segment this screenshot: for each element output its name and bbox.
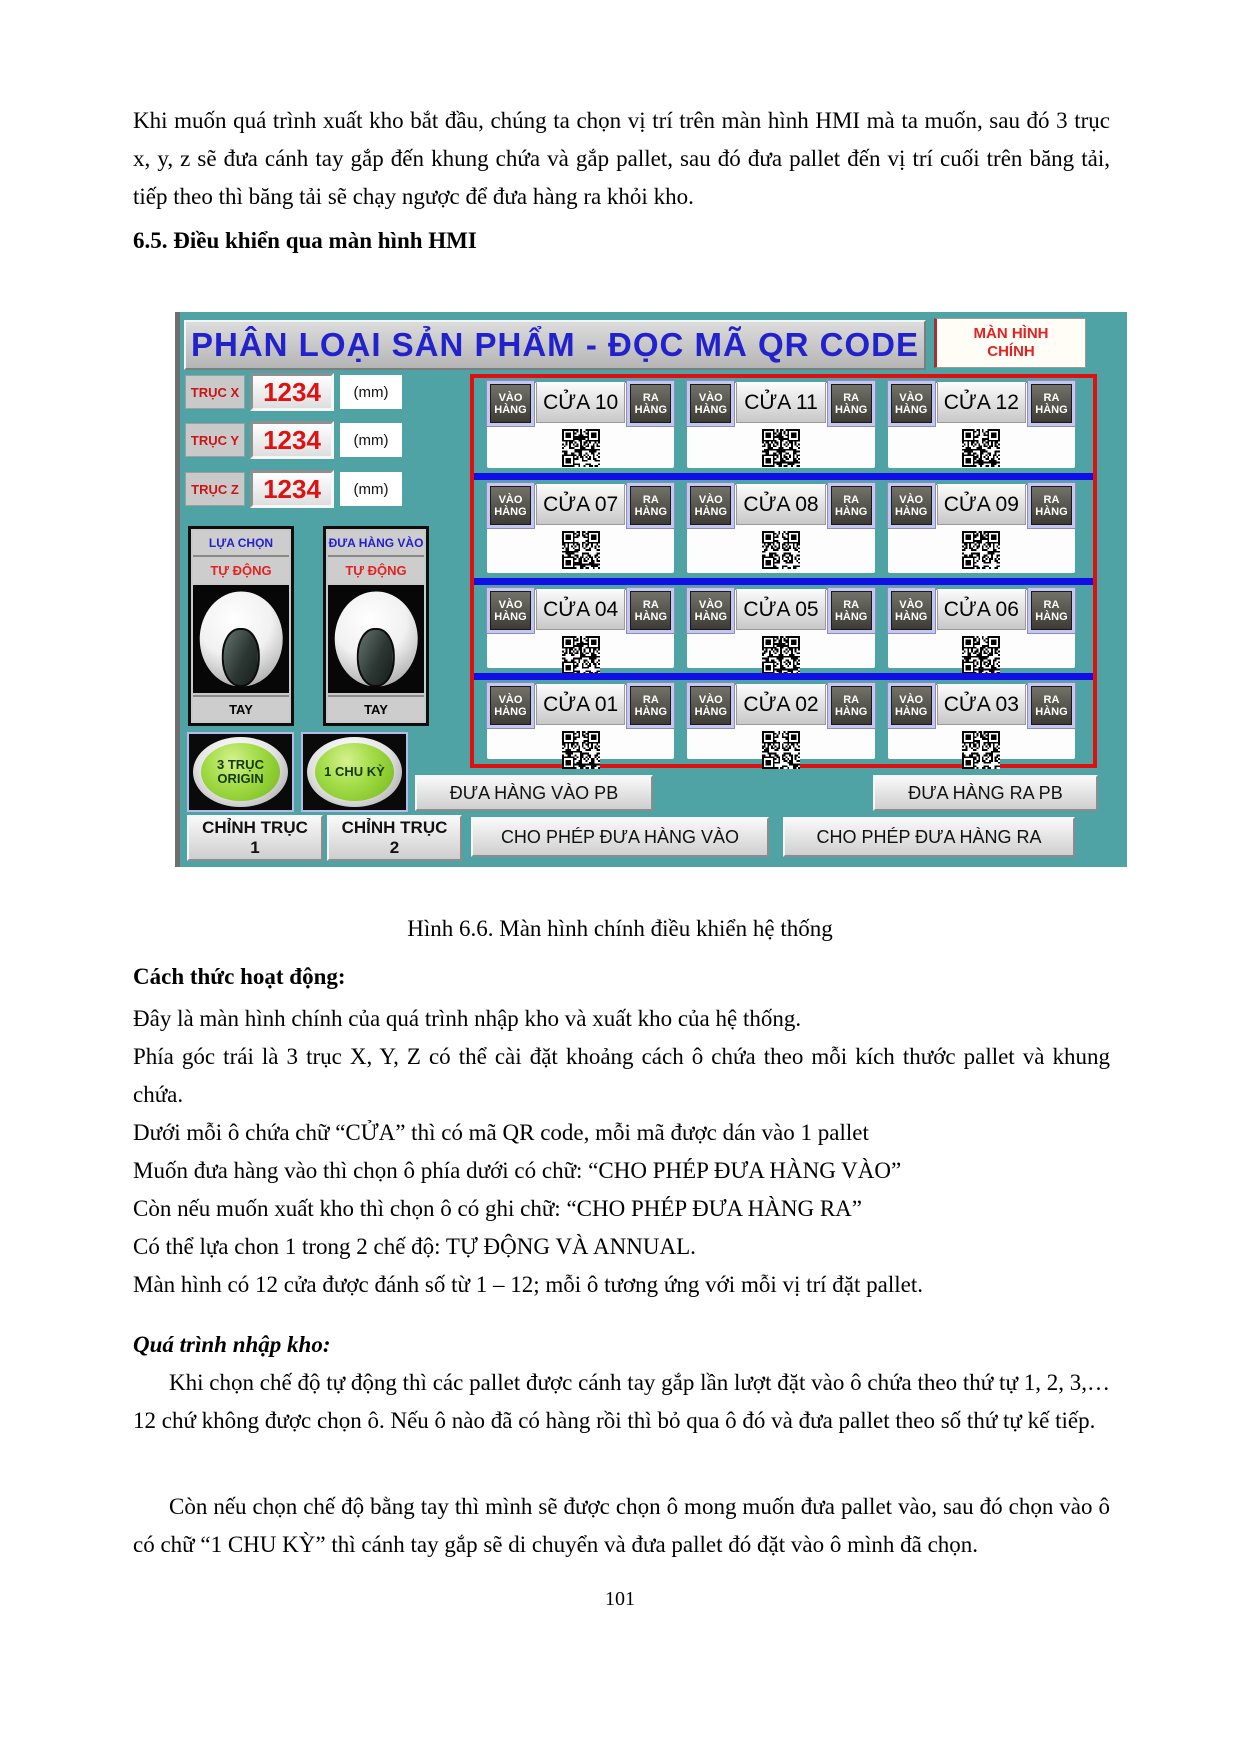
one-cycle-button-label: 1 CHU KỲ xyxy=(324,764,385,779)
goods-in-button-label: HÀNG xyxy=(694,705,728,718)
goods-out-button-05[interactable] xyxy=(828,588,875,633)
allow-goods-in-button[interactable] xyxy=(471,817,769,857)
hmi-title: PHÂN LOẠI SẢN PHẨM - ĐỌC MÃ QR CODE xyxy=(184,320,926,370)
qr-code xyxy=(762,636,800,674)
goods-in-button-02[interactable] xyxy=(687,683,734,728)
main-screen-button-label: MÀN HÌNH CHÍNH xyxy=(973,325,1049,360)
door-cell-05 xyxy=(687,590,874,668)
door-label-03[interactable]: CỬA 03 xyxy=(937,684,1026,725)
goods-out-button-12[interactable] xyxy=(1028,381,1075,426)
mode-auto-label: TỰ ĐỘNG xyxy=(328,557,424,583)
goods-out-button-label: RA xyxy=(1043,693,1060,706)
goods-out-button-label: HÀNG xyxy=(834,705,868,718)
toggle-knob-icon xyxy=(222,628,260,686)
goods-out-button-label: HÀNG xyxy=(634,505,668,518)
panel-header: LỰA CHỌN xyxy=(193,531,289,557)
goods-out-button-label: RA xyxy=(642,693,659,706)
goods-in-button-label: VÀO xyxy=(498,598,523,611)
goods-out-button-08[interactable] xyxy=(828,483,875,528)
goods-in-pb-label: ĐƯA HÀNG VÀO PB xyxy=(449,782,619,803)
goods-in-button-01[interactable] xyxy=(487,683,534,728)
axis-z-label: TRỤC Z xyxy=(185,472,245,506)
origin-button-label-1: 3 TRỤC xyxy=(217,757,264,772)
door-cell-08 xyxy=(687,485,874,573)
door-label-12[interactable]: CỬA 12 xyxy=(937,382,1026,423)
origin-button[interactable] xyxy=(187,732,294,812)
operation-line: Phía góc trái là 3 trục X, Y, Z có thể cài đặt khoảng cách ô chứa theo mỗi kích thước pallet và khung chứa. xyxy=(133,1044,1110,1107)
door-row xyxy=(474,480,1093,578)
door-label-05[interactable]: CỬA 05 xyxy=(736,589,825,630)
door-cell-04 xyxy=(487,590,674,668)
goods-in-button-label: VÀO xyxy=(899,493,924,506)
qr-code xyxy=(762,429,800,467)
goods-out-button-09[interactable] xyxy=(1028,483,1075,528)
goods-in-button-04[interactable] xyxy=(487,588,534,633)
goods-out-button-label: RA xyxy=(642,391,659,404)
goods-out-button-label: HÀNG xyxy=(1035,705,1068,718)
door-cell-06 xyxy=(888,590,1075,668)
one-cycle-button[interactable] xyxy=(301,732,408,812)
adjust-axis-1-label: CHỈNH TRỤC xyxy=(202,818,308,837)
goods-out-button-label: HÀNG xyxy=(834,610,868,623)
axis-z-value[interactable]: 1234 xyxy=(250,470,334,508)
axis-x-label: TRỤC X xyxy=(185,375,245,409)
goods-out-button-label: HÀNG xyxy=(634,610,668,623)
mode-auto-label: TỰ ĐỘNG xyxy=(193,557,289,583)
goods-out-button-label: HÀNG xyxy=(634,403,668,416)
adjust-axis-1-number: 1 xyxy=(250,838,260,857)
goods-out-button-label: RA xyxy=(843,598,860,611)
page-number: 101 xyxy=(605,1588,635,1610)
door-label-11[interactable]: CỬA 11 xyxy=(736,382,825,423)
toggle-knob-icon xyxy=(357,628,395,686)
goods-out-button-label: HÀNG xyxy=(834,505,868,518)
selector-panel-lua-chon xyxy=(188,526,294,726)
goods-in-button-label: HÀNG xyxy=(494,705,527,718)
door-cell-02 xyxy=(687,685,874,759)
adjust-axis-2-button[interactable] xyxy=(327,815,462,861)
operation-lines xyxy=(133,1000,1110,1304)
operation-line: Có thể lựa chon 1 trong 2 chế độ: TỰ ĐỘNG VÀ ANNUAL. xyxy=(133,1234,696,1259)
goods-in-button-label: VÀO xyxy=(899,693,924,706)
import-process-heading: Quá trình nhập kho: xyxy=(133,1332,331,1357)
goods-in-button-label: HÀNG xyxy=(694,403,728,416)
axis-y-value[interactable]: 1234 xyxy=(250,421,334,459)
allow-goods-in-label: CHO PHÉP ĐƯA HÀNG VÀO xyxy=(500,826,740,847)
goods-out-button-label: HÀNG xyxy=(1035,505,1068,518)
axis-y-unit: (mm) xyxy=(340,423,402,457)
goods-out-button-02[interactable] xyxy=(828,683,875,728)
door-cell-03 xyxy=(888,685,1075,759)
import-paragraph-1: Khi chọn chế độ tự động thì các pallet được cánh tay gắp lần lượt đặt vào ô chứa theo thứ tự 1, 2, 3,…12 chứ không được chọn ô. Nếu ô nào đã có hàng rồi thì bỏ qua ô đó và đưa pallet theo số thứ tự kế tiếp. xyxy=(133,1370,1110,1433)
door-cell-09 xyxy=(888,485,1075,573)
goods-in-button-10[interactable] xyxy=(487,381,534,426)
door-label-07[interactable]: CỬA 07 xyxy=(536,484,625,525)
door-label-02[interactable]: CỬA 02 xyxy=(736,684,825,725)
door-cell-12 xyxy=(888,383,1075,468)
operation-line: Dưới mỗi ô chứa chữ “CỬA” thì có mã QR code, mỗi mã được dán vào 1 pallet xyxy=(133,1120,869,1145)
row-divider xyxy=(474,473,1093,480)
goods-in-button-label: HÀNG xyxy=(494,403,527,416)
door-cell-07 xyxy=(487,485,674,573)
goods-out-pb-button[interactable] xyxy=(873,775,1098,811)
goods-in-button-label: HÀNG xyxy=(694,610,728,623)
allow-goods-out-button[interactable] xyxy=(783,817,1075,857)
goods-in-button-09[interactable] xyxy=(888,483,935,528)
goods-in-button-05[interactable] xyxy=(687,588,734,633)
goods-in-button-label: HÀNG xyxy=(694,505,728,518)
mode-manual-label: TAY xyxy=(193,695,289,721)
operation-line: Muốn đưa hàng vào thì chọn ô phía dưới có chữ: “CHO PHÉP ĐƯA HÀNG VÀO” xyxy=(133,1158,902,1183)
qr-code xyxy=(562,429,600,467)
goods-in-button-06[interactable] xyxy=(888,588,935,633)
operation-line: Còn nếu muốn xuất kho thì chọn ô có ghi chữ: “CHO PHÉP ĐƯA HÀNG RA” xyxy=(133,1196,862,1221)
qr-code xyxy=(562,531,600,569)
adjust-axis-2-label: CHỈNH TRỤC xyxy=(341,818,448,837)
goods-out-button-label: RA xyxy=(1043,493,1060,506)
mode-manual-label: TAY xyxy=(328,695,424,721)
goods-out-button-07[interactable] xyxy=(627,483,674,528)
operation-heading: Cách thức hoạt động: xyxy=(133,964,346,989)
axis-x-unit: (mm) xyxy=(340,375,402,409)
goods-out-button-03[interactable] xyxy=(1028,683,1075,728)
section-heading: 6.5. Điều khiển qua màn hình HMI xyxy=(133,228,477,253)
qr-code xyxy=(762,531,800,569)
goods-out-button-04[interactable] xyxy=(627,588,674,633)
goods-in-button-03[interactable] xyxy=(888,683,935,728)
goods-out-button-11[interactable] xyxy=(828,381,875,426)
qr-code xyxy=(562,731,600,769)
door-row xyxy=(474,680,1093,764)
goods-out-button-label: RA xyxy=(843,693,860,706)
goods-out-button-06[interactable] xyxy=(1028,588,1075,633)
goods-in-button-label: HÀNG xyxy=(894,610,928,623)
goods-in-button-07[interactable] xyxy=(487,483,534,528)
door-cell-01 xyxy=(487,685,674,759)
goods-out-button-label: RA xyxy=(642,493,659,506)
goods-out-button-label: RA xyxy=(843,493,860,506)
goods-in-button-label: HÀNG xyxy=(894,505,928,518)
operation-line: Màn hình có 12 cửa được đánh số từ 1 – 12; mỗi ô tương ứng với mỗi vị trí đặt pallet. xyxy=(133,1272,923,1297)
goods-in-button-label: VÀO xyxy=(498,391,523,404)
goods-in-button-label: HÀNG xyxy=(494,610,527,623)
figure-caption: Hình 6.6. Màn hình chính điều khiển hệ thống xyxy=(407,916,833,941)
goods-out-button-01[interactable] xyxy=(627,683,674,728)
axis-y-label: TRỤC Y xyxy=(185,423,245,457)
row-divider xyxy=(474,578,1093,585)
goods-out-button-label: RA xyxy=(843,391,860,404)
qr-code xyxy=(962,429,1000,467)
goods-out-button-10[interactable] xyxy=(627,381,674,426)
qr-code xyxy=(762,731,800,769)
panel-header: ĐƯA HÀNG VÀO xyxy=(328,531,424,557)
goods-out-button-label: RA xyxy=(1043,598,1060,611)
door-label-10[interactable]: CỬA 10 xyxy=(536,382,625,423)
goods-out-button-label: HÀNG xyxy=(634,705,668,718)
goods-in-button-label: HÀNG xyxy=(494,505,527,518)
qr-code xyxy=(962,531,1000,569)
door-grid xyxy=(470,374,1097,768)
import-paragraph-2: Còn nếu chọn chế độ bằng tay thì mình sẽ được chọn ô mong muốn đưa pallet vào, sau đó chọn vào ô có chữ “1 CHU KỲ” thì cánh tay gắp sẽ di chuyển và đưa pallet đó đặt vào ô mình đã chọn. xyxy=(133,1494,1110,1557)
goods-in-pb-button[interactable] xyxy=(415,775,653,811)
qr-code xyxy=(962,731,1000,769)
origin-button-label-2: ORIGIN xyxy=(217,771,264,786)
goods-in-button-label: VÀO xyxy=(698,493,723,506)
door-cell-10 xyxy=(487,383,674,468)
door-row xyxy=(474,585,1093,673)
goods-out-button-label: RA xyxy=(1043,391,1060,404)
goods-in-button-label: HÀNG xyxy=(894,403,928,416)
door-row xyxy=(474,378,1093,473)
goods-in-button-label: VÀO xyxy=(498,493,523,506)
door-label-08[interactable]: CỬA 08 xyxy=(736,484,825,525)
qr-code xyxy=(962,636,1000,674)
door-label-04[interactable]: CỬA 04 xyxy=(536,589,625,630)
hmi-screenshot xyxy=(175,312,1127,867)
main-screen-button[interactable] xyxy=(934,318,1086,368)
goods-in-button-label: VÀO xyxy=(899,598,924,611)
mode-toggle-switch[interactable] xyxy=(328,585,424,693)
goods-out-button-label: HÀNG xyxy=(1035,403,1068,416)
goods-in-button-label: VÀO xyxy=(498,693,523,706)
axis-x-value[interactable]: 1234 xyxy=(250,373,334,411)
adjust-axis-2-number: 2 xyxy=(389,838,400,857)
goods-in-button-label: VÀO xyxy=(698,693,723,706)
allow-goods-out-label: CHO PHÉP ĐƯA HÀNG RA xyxy=(816,826,1042,847)
door-cell-11 xyxy=(687,383,874,468)
row-divider xyxy=(474,673,1093,680)
selector-panel-dua-hang-vao xyxy=(323,526,429,726)
goods-out-button-label: HÀNG xyxy=(834,403,868,416)
axis-z-unit: (mm) xyxy=(340,472,402,506)
door-label-06[interactable]: CỬA 06 xyxy=(937,589,1026,630)
door-label-01[interactable]: CỬA 01 xyxy=(536,684,625,725)
goods-in-button-label: VÀO xyxy=(698,598,723,611)
door-label-09[interactable]: CỬA 09 xyxy=(937,484,1026,525)
operation-line: Đây là màn hình chính của quá trình nhập kho và xuất kho của hệ thống. xyxy=(133,1006,802,1031)
goods-in-button-08[interactable] xyxy=(687,483,734,528)
goods-in-button-label: HÀNG xyxy=(894,705,928,718)
qr-code xyxy=(562,636,600,674)
goods-in-button-label: VÀO xyxy=(698,391,723,404)
goods-in-button-label: VÀO xyxy=(899,391,924,404)
goods-in-button-11[interactable] xyxy=(687,381,734,426)
goods-in-button-12[interactable] xyxy=(888,381,935,426)
goods-out-button-label: HÀNG xyxy=(1035,610,1068,623)
intro-paragraph: Khi muốn quá trình xuất kho bắt đầu, chúng ta chọn vị trí trên màn hình HMI mà ta muốn, sau đó 3 trục x, y, z sẽ đưa cánh tay gắp đến khung chứa và gắp pallet, sau đó đưa pallet đến vị trí cuối trên băng tải, tiếp theo thì băng tải sẽ chạy ngược để đưa hàng ra khỏi kho. xyxy=(133,108,1110,209)
goods-out-button-label: RA xyxy=(642,598,659,611)
adjust-axis-1-button[interactable] xyxy=(187,815,323,861)
goods-out-pb-label: ĐƯA HÀNG RA PB xyxy=(908,782,1063,803)
mode-toggle-switch[interactable] xyxy=(193,585,289,693)
